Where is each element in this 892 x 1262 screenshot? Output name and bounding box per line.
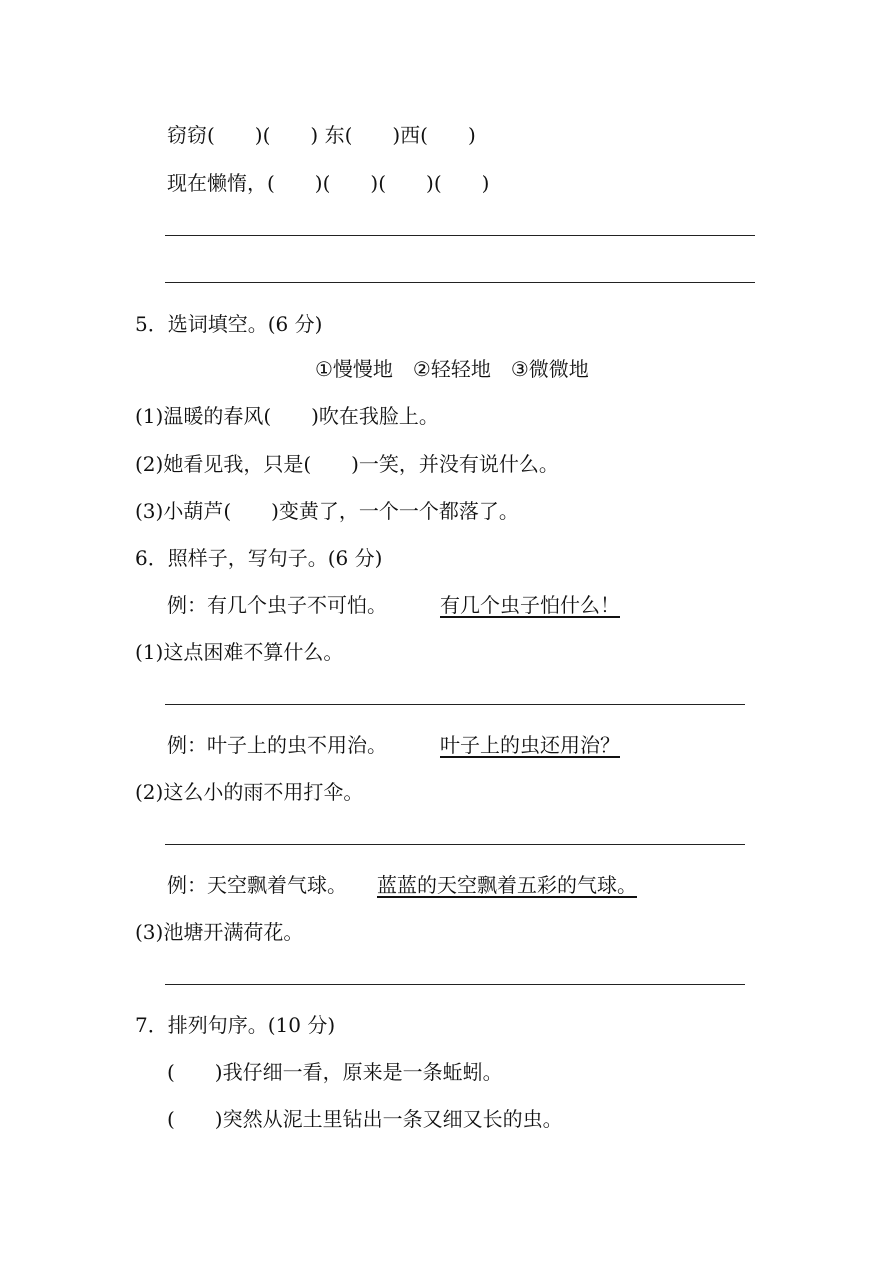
q6-example-2-prompt: 例：叶子上的虫不用治。 xyxy=(167,733,387,757)
q6-example-3-answer: 蓝蓝的天空飘着五彩的气球。 xyxy=(377,873,637,897)
q5-title: 5．选词填空。(6 分) xyxy=(135,312,323,336)
q5-item-3: (3)小葫芦( )变黄了，一个一个都落了。 xyxy=(135,499,519,523)
q6-example-1-answer: 有几个虫子怕什么！ xyxy=(440,593,620,617)
answer-line-q4-1[interactable] xyxy=(165,235,755,236)
answer-line-q6-1[interactable] xyxy=(165,704,745,705)
q6-item-1: (1)这点困难不算什么。 xyxy=(135,640,344,664)
q4-line-1: 窃窃( )( ) 东( )西( ) xyxy=(167,123,476,147)
q6-item-3: (3)池塘开满荷花。 xyxy=(135,920,304,944)
answer-line-q6-2[interactable] xyxy=(165,844,745,845)
q7-title: 7．排列句序。(10 分) xyxy=(135,1013,336,1037)
q6-example-1-prompt: 例：有几个虫子不可怕。 xyxy=(167,593,387,617)
q7-item-2: ( )突然从泥土里钻出一条又细又长的虫。 xyxy=(167,1107,563,1131)
q6-example-2-answer: 叶子上的虫还用治？ xyxy=(440,733,620,757)
q5-word-options: ①慢慢地 ②轻轻地 ③微微地 xyxy=(315,357,589,381)
q4-line-2: 现在懒惰，( )( )( )( ) xyxy=(167,171,490,195)
q6-example-3-prompt: 例：天空飘着气球。 xyxy=(167,873,347,897)
q7-item-1: ( )我仔细一看，原来是一条蚯蚓。 xyxy=(167,1060,503,1084)
q6-title: 6．照样子，写句子。(6 分) xyxy=(135,546,383,570)
q5-item-1: (1)温暖的春风( )吹在我脸上。 xyxy=(135,404,439,428)
q6-item-2: (2)这么小的雨不用打伞。 xyxy=(135,780,364,804)
answer-line-q4-2[interactable] xyxy=(165,282,755,283)
answer-line-q6-3[interactable] xyxy=(165,984,745,985)
q5-item-2: (2)她看见我，只是( )一笑，并没有说什么。 xyxy=(135,452,559,476)
